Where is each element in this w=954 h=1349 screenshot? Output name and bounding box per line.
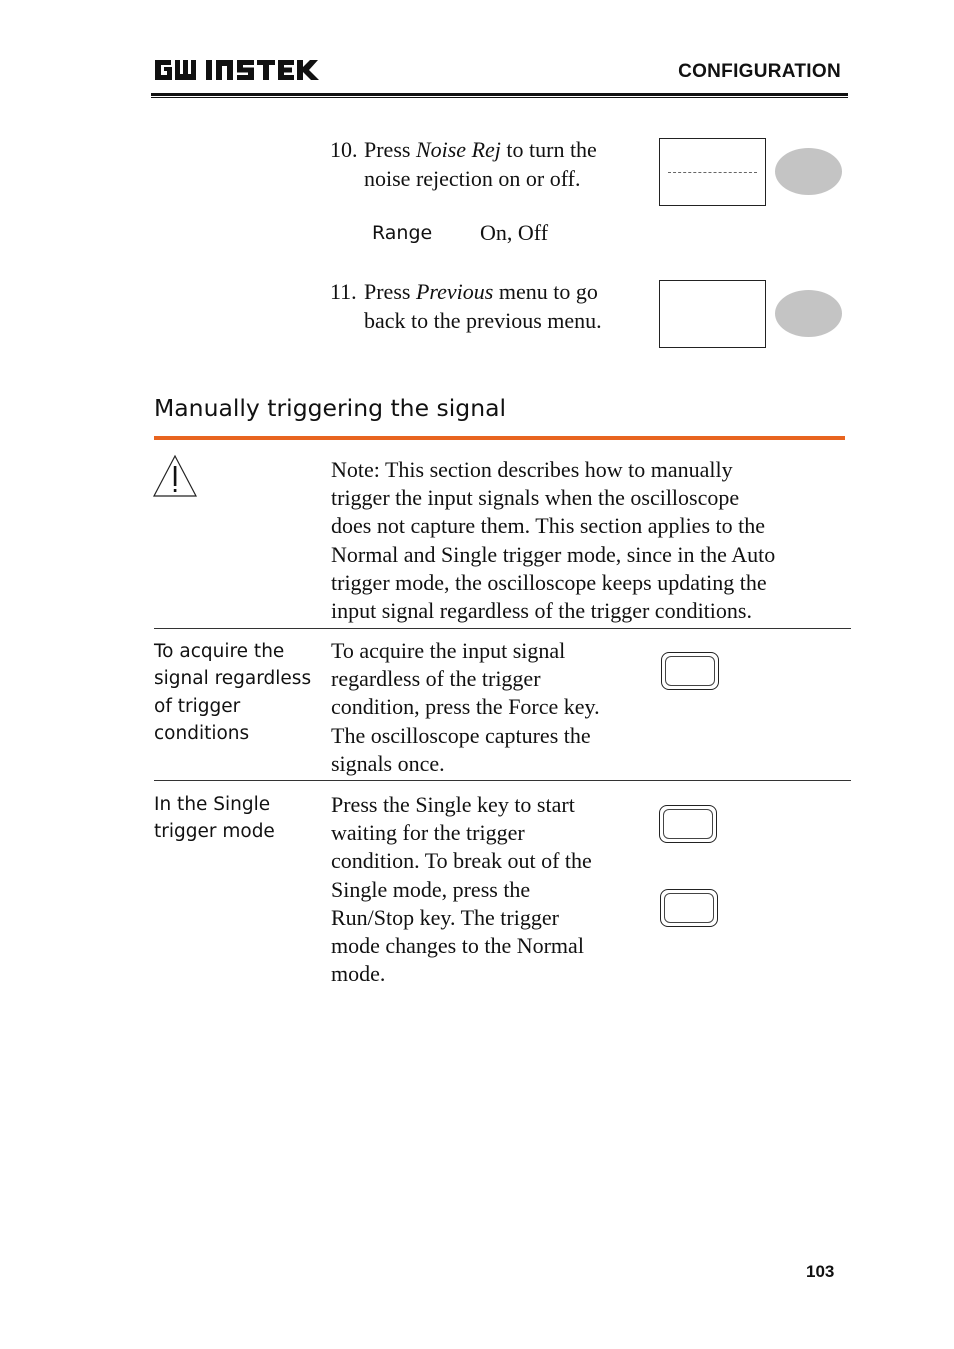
page-number: 103 xyxy=(806,1262,835,1281)
menu-placeholder-line xyxy=(668,172,757,173)
note-line: does not capture them. This section applies to the xyxy=(331,513,765,539)
row-heading-force xyxy=(154,638,324,747)
row-body-line: Run/Stop key. The trigger xyxy=(331,904,559,930)
row-body-line: Press the Single key to start xyxy=(331,792,575,817)
menu-term: Previous xyxy=(415,279,494,304)
row-body-line: waiting for the trigger xyxy=(331,820,525,846)
note-text xyxy=(331,456,846,625)
row-heading-line: To acquire the xyxy=(154,641,285,662)
row-heading-single xyxy=(154,791,324,846)
step-text xyxy=(364,278,602,335)
step-10 xyxy=(330,136,650,196)
row-heading-line: signal regardless xyxy=(154,668,312,690)
step-number: 10. xyxy=(330,137,358,162)
row-body-line: condition, press the Force key. xyxy=(331,694,600,720)
step-line: noise rejection on or off. xyxy=(364,165,581,191)
row-body-line: mode changes to the Normal xyxy=(331,933,584,959)
row-body-single xyxy=(331,791,651,988)
note-line: input signal regardless of the trigger conditions. xyxy=(331,598,752,624)
row-body-line: Single mode, press the xyxy=(331,876,531,902)
step-11 xyxy=(330,278,650,338)
row-heading-line: conditions xyxy=(154,722,250,744)
note-line: Note: This section describes how to manually xyxy=(331,457,733,482)
step-line: Press Previous menu to go xyxy=(364,279,598,304)
step-number: 11. xyxy=(330,279,357,304)
section-title: Manually triggering the signal xyxy=(154,394,507,422)
row-body-line: The oscilloscope captures the xyxy=(331,722,591,748)
softkey-button[interactable] xyxy=(775,148,842,195)
step-line: back to the previous menu. xyxy=(364,307,602,333)
row-body-force xyxy=(331,637,651,778)
run-stop-key-icon[interactable] xyxy=(660,889,718,927)
step-text xyxy=(364,136,597,193)
row-body-line: signals once. xyxy=(331,750,445,776)
menu-term: Noise Rej xyxy=(415,137,501,162)
row-heading-line: of trigger xyxy=(154,695,241,717)
row-body-line: regardless of the trigger xyxy=(331,666,541,692)
noise-rej-menu-box xyxy=(659,138,766,206)
row-body-line: condition. To break out of the xyxy=(331,848,592,874)
note-line: Normal and Single trigger mode, since in the Auto xyxy=(331,541,776,567)
header-rule xyxy=(151,93,848,96)
note-line: trigger the input signals when the oscilloscope xyxy=(331,485,740,511)
single-key-icon[interactable] xyxy=(659,805,717,843)
gw-instek-logo xyxy=(153,56,323,84)
row-body-line: mode. xyxy=(331,961,386,987)
header-rule-thin xyxy=(151,97,848,98)
note-line: trigger mode, the oscilloscope keeps updating the xyxy=(331,569,767,595)
section-title-rule xyxy=(154,436,845,440)
row-body-line: To acquire the input signal xyxy=(331,638,566,663)
row-heading-line: trigger mode xyxy=(154,821,275,843)
step-line: Press Noise Rej to turn the xyxy=(364,137,597,162)
softkey-button[interactable] xyxy=(775,290,842,337)
range-label: Range xyxy=(372,222,433,244)
previous-menu-box xyxy=(659,280,766,348)
warning-triangle-icon xyxy=(153,454,198,498)
row-divider xyxy=(154,628,851,629)
row-divider xyxy=(154,780,851,781)
row-heading-line: In the Single xyxy=(154,794,271,815)
range-value: On, Off xyxy=(480,220,549,245)
running-header-section: CONFIGURATION xyxy=(678,61,841,82)
force-key-icon[interactable] xyxy=(661,652,719,690)
